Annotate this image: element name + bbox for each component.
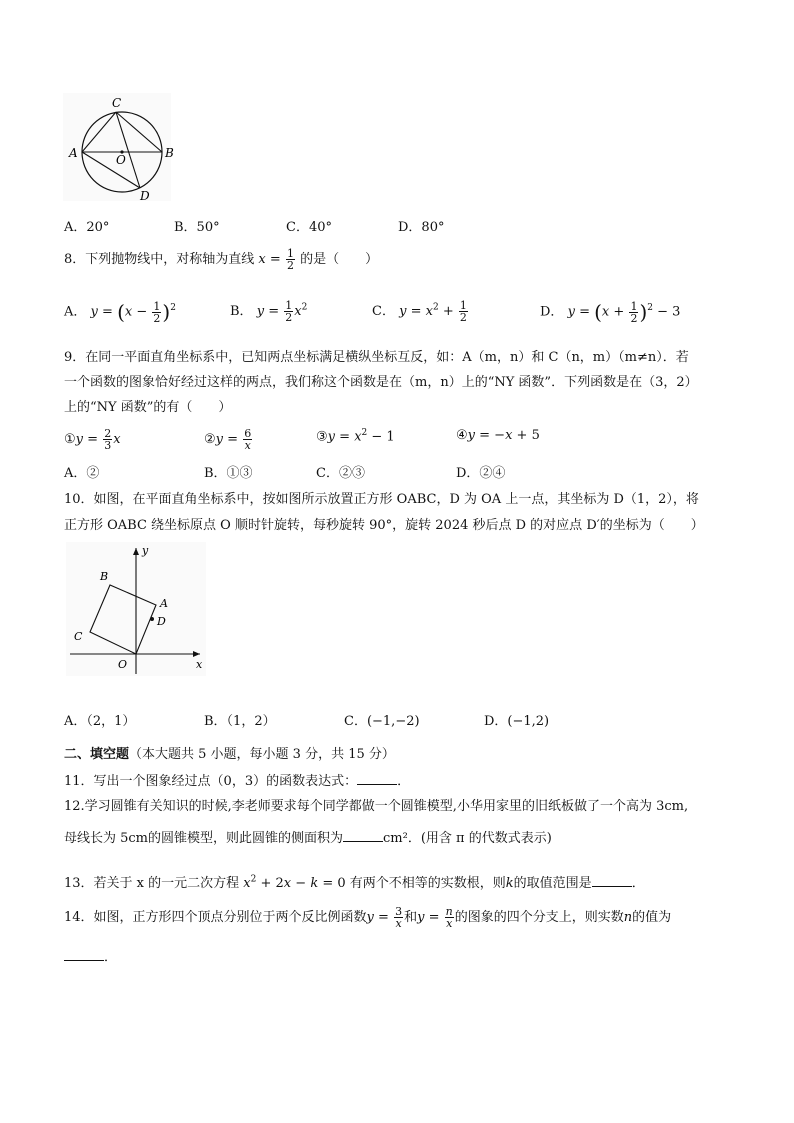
q12-line2: 母线长为 5cm的圆锥模型，则此圆锥的侧面积为 cm²．(用含 π 的代数式表示): [64, 831, 552, 846]
label-o: O: [116, 153, 126, 167]
q10-option-d: D．(−1,2): [484, 714, 550, 729]
q7-option-c: C．40°: [286, 220, 332, 235]
q10-line1: 10．如图，在平面直角坐标系中，按如图所示放置正方形 OABC，D 为 OA 上一点，其坐标为 D（1，2），将: [64, 492, 699, 507]
section-2-desc: （本大题共 5 小题，每小题 3 分，共 15 分）: [129, 747, 395, 762]
q9-line2: 一个函数的图象恰好经过这样的两点，我们称这个函数是在（m，n）上的“NY 函数”．下列函数是在（3，2）: [64, 375, 698, 390]
q11-answer-blank: [357, 772, 397, 785]
fig-label-c: C: [74, 630, 83, 643]
q8-stem: 8．下列抛物线中，对称轴为直线 x = $\frac{1}{2}$ 的是（ ）: [64, 247, 379, 272]
q9-option-a: A．②: [64, 466, 100, 481]
label-b: B: [165, 146, 174, 160]
q8-option-a: A． y = (x − $\frac{1}{2}$ )$^2$: [64, 299, 176, 325]
q10-line2: 正方形 OABC 绕坐标原点 O 顺时针旋转，每秒旋转 90°，旋转 2024 秒后点 D 的对应点 D′的坐标为（ ）: [64, 518, 704, 533]
q9-item-3: ③y = $x^2 - 1$: [316, 428, 395, 445]
q9-line3: 上的“NY 函数”的有（ ）: [64, 400, 232, 415]
q12-answer-blank: [343, 829, 383, 842]
q9-item-1: ①y = $\frac{2}{3}$ x: [64, 427, 121, 452]
q14-answer-blank: [64, 948, 104, 961]
q13-answer-blank: [592, 874, 632, 887]
q10-option-b: B．（1，2）: [204, 714, 276, 729]
square-rotation-figure: [62, 540, 212, 680]
q9-line1: 9．在同一平面直角坐标系中，已知两点坐标满足横纵坐标互反，如：A（m，n）和 C（n，m）（m≠n）．若: [64, 350, 689, 365]
fig-label-o: O: [118, 658, 128, 671]
section-2-title: 二、填空题: [64, 747, 130, 762]
circle-figure: [62, 92, 182, 204]
q12-line1: 12.学习圆锥有关知识的时候,李老师要求每个同学都做一个圆锥模型,小华用家里的旧纸板做了一个高为 3cm,: [64, 799, 689, 814]
q14-line2: ．: [64, 946, 117, 965]
label-a: A: [69, 146, 78, 160]
q9-item-2: ②y = $\frac{6}{x}$: [204, 427, 252, 452]
q8-stem-before: 8．下列抛物线中，对称轴为直线: [64, 252, 255, 267]
fig-label-y: y: [142, 544, 149, 557]
q11: 11．写出一个图象经过点（0，3）的函数表达式： ．: [64, 774, 411, 789]
q8-stem-after: 的是（ ）: [300, 252, 379, 267]
section-2-heading: [64, 743, 395, 762]
q9-option-b: B．①③: [204, 466, 253, 481]
q14-line1: 14．如图，正方形四个顶点分别位于两个反比例函数y = $\frac{3}{x}$ 和y = $\frac{n}{x}$ 的图象的四个分支上，则实数n的值为: [64, 905, 672, 930]
q8-option-d: D． y = (x + $\frac{1}{2}$ )$^2$ − 3: [540, 299, 681, 325]
fig-label-d: D: [157, 615, 166, 628]
q10-option-c: C．(−1,−2): [344, 714, 420, 729]
q9-item-4: ④y = −x + 5: [456, 428, 540, 443]
q9-option-d: D．②④: [456, 466, 506, 481]
label-c: C: [112, 96, 122, 110]
q9-option-c: C．②③: [316, 466, 365, 481]
q7-option-d: D．80°: [398, 220, 445, 235]
q8-option-b: B． y = $\frac{1}{2}$ $x^2$: [230, 299, 308, 324]
q13: 13．若关于 x 的一元二次方程 $x^2 + 2x - k = 0$ 有两个不相等的实数根，则k的取值范围是 ．: [64, 874, 645, 891]
q7-option-b: B．50°: [174, 220, 220, 235]
q7-option-a: A．20°: [64, 220, 110, 235]
fig-label-b: B: [100, 570, 109, 583]
fig-label-a: A: [160, 597, 168, 610]
q10-option-a: A．（2，1）: [64, 714, 136, 729]
q8-option-c: C． $y = x^2$ + $\frac{1}{2}$: [372, 299, 467, 324]
label-d: D: [140, 189, 150, 203]
fig-label-x: x: [196, 658, 203, 671]
